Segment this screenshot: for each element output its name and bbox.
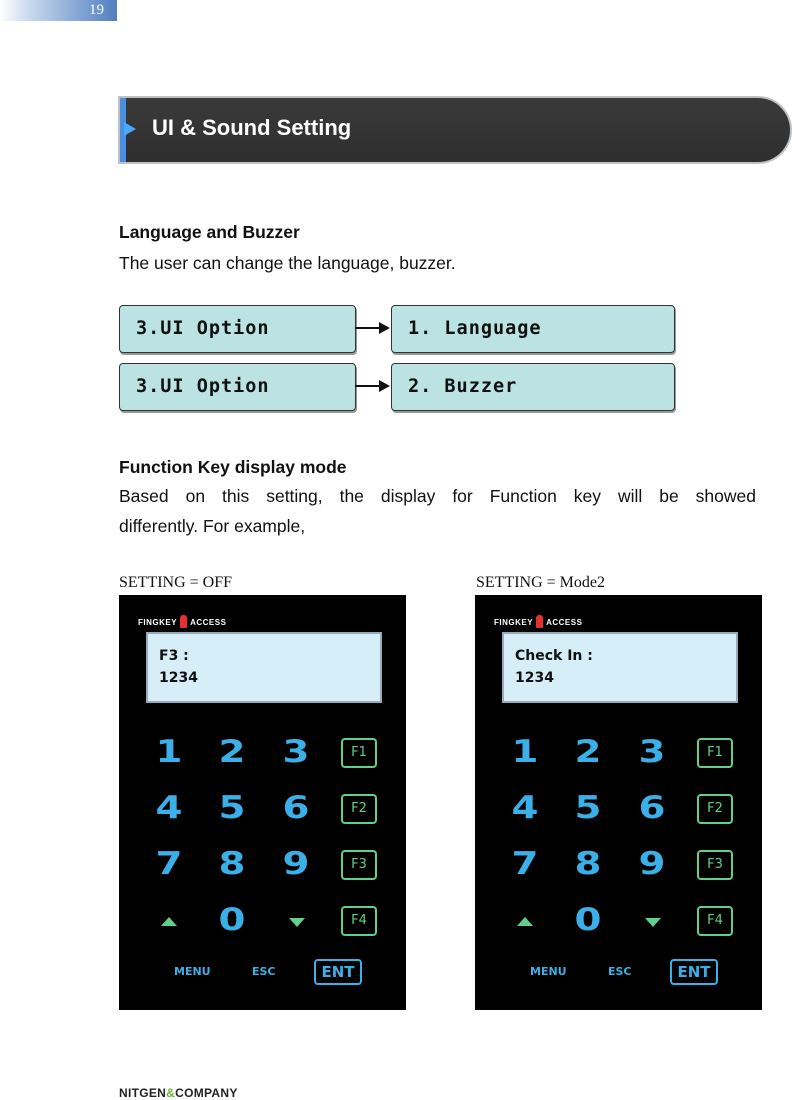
triangle-up-icon[interactable] (161, 917, 177, 926)
key-6[interactable]: 6 (282, 790, 310, 826)
device-logo: FINGKEY ACCESS (138, 615, 226, 628)
key-f1[interactable]: F1 (697, 738, 733, 768)
key-ent[interactable]: ENT (670, 959, 718, 985)
logo-mark-icon (180, 615, 187, 628)
key-1[interactable]: 1 (511, 734, 539, 770)
page-number-tab (0, 0, 117, 21)
key-6[interactable]: 6 (638, 790, 666, 826)
function-key-text-line2: differently. For example, (119, 516, 306, 536)
key-7[interactable]: 7 (155, 846, 183, 882)
key-menu[interactable]: MENU (530, 965, 567, 978)
device-logo: FINGKEY ACCESS (494, 615, 582, 628)
page-number: 19 (89, 2, 104, 18)
key-f2[interactable]: F2 (697, 794, 733, 824)
key-4[interactable]: 4 (155, 790, 183, 826)
key-esc[interactable]: ESC (252, 965, 276, 978)
flow-arrow-line (355, 327, 380, 329)
section-title: UI & Sound Setting (152, 115, 352, 140)
arrow-right-icon (379, 322, 390, 334)
key-3[interactable]: 3 (638, 734, 666, 770)
menu-box-label: 1. Language (408, 318, 542, 339)
language-text: The user can change the language, buzzer. (119, 253, 456, 273)
lcd-line-1: F3 : (159, 648, 189, 664)
triangle-down-icon[interactable] (645, 918, 661, 927)
key-2[interactable]: 2 (574, 734, 602, 770)
key-ent[interactable]: ENT (314, 959, 362, 985)
menu-box-label: 3.UI Option (136, 376, 270, 397)
key-0[interactable]: 0 (574, 902, 602, 938)
key-3[interactable]: 3 (282, 734, 310, 770)
arrow-right-icon (379, 380, 390, 392)
lcd-line-2: 1234 (159, 670, 198, 686)
function-key-heading: Function Key display mode (119, 457, 347, 477)
triangle-down-icon[interactable] (289, 918, 305, 927)
key-8[interactable]: 8 (574, 846, 602, 882)
key-esc[interactable]: ESC (608, 965, 632, 978)
key-5[interactable]: 5 (218, 790, 246, 826)
device-setting-mode2 (475, 595, 762, 1010)
key-f3[interactable]: F3 (341, 850, 377, 880)
menu-box-ui-option-1 (119, 305, 356, 353)
menu-box-language (391, 305, 675, 353)
logo-mark-icon (536, 615, 543, 628)
menu-box-label: 2. Buzzer (408, 376, 518, 397)
play-arrow-icon (124, 122, 136, 136)
key-4[interactable]: 4 (511, 790, 539, 826)
language-heading: Language and Buzzer (119, 222, 300, 242)
caption-setting-mode2: SETTING = Mode2 (476, 574, 606, 591)
key-f1[interactable]: F1 (341, 738, 377, 768)
key-2[interactable]: 2 (218, 734, 246, 770)
menu-box-buzzer (391, 363, 675, 411)
caption-setting-off: SETTING = OFF (119, 574, 233, 591)
flow-arrow-line (355, 385, 380, 387)
company-logo: NITGEN&COMPANY (119, 1086, 238, 1100)
lcd-line-1: Check In : (515, 648, 593, 664)
key-7[interactable]: 7 (511, 846, 539, 882)
key-0[interactable]: 0 (218, 902, 246, 938)
key-8[interactable]: 8 (218, 846, 246, 882)
key-f4[interactable]: F4 (697, 906, 733, 936)
key-f4[interactable]: F4 (341, 906, 377, 936)
lcd-line-2: 1234 (515, 670, 554, 686)
lcd-screen (146, 632, 382, 703)
key-5[interactable]: 5 (574, 790, 602, 826)
function-key-text-line1: Based on this setting, the display for Function key will be showed (119, 486, 756, 506)
key-1[interactable]: 1 (155, 734, 183, 770)
key-f2[interactable]: F2 (341, 794, 377, 824)
lcd-screen (502, 632, 738, 703)
key-9[interactable]: 9 (638, 846, 666, 882)
key-9[interactable]: 9 (282, 846, 310, 882)
key-menu[interactable]: MENU (174, 965, 211, 978)
menu-box-ui-option-2 (119, 363, 356, 411)
key-f3[interactable]: F3 (697, 850, 733, 880)
device-setting-off (119, 595, 406, 1010)
menu-box-label: 3.UI Option (136, 318, 270, 339)
triangle-up-icon[interactable] (517, 917, 533, 926)
